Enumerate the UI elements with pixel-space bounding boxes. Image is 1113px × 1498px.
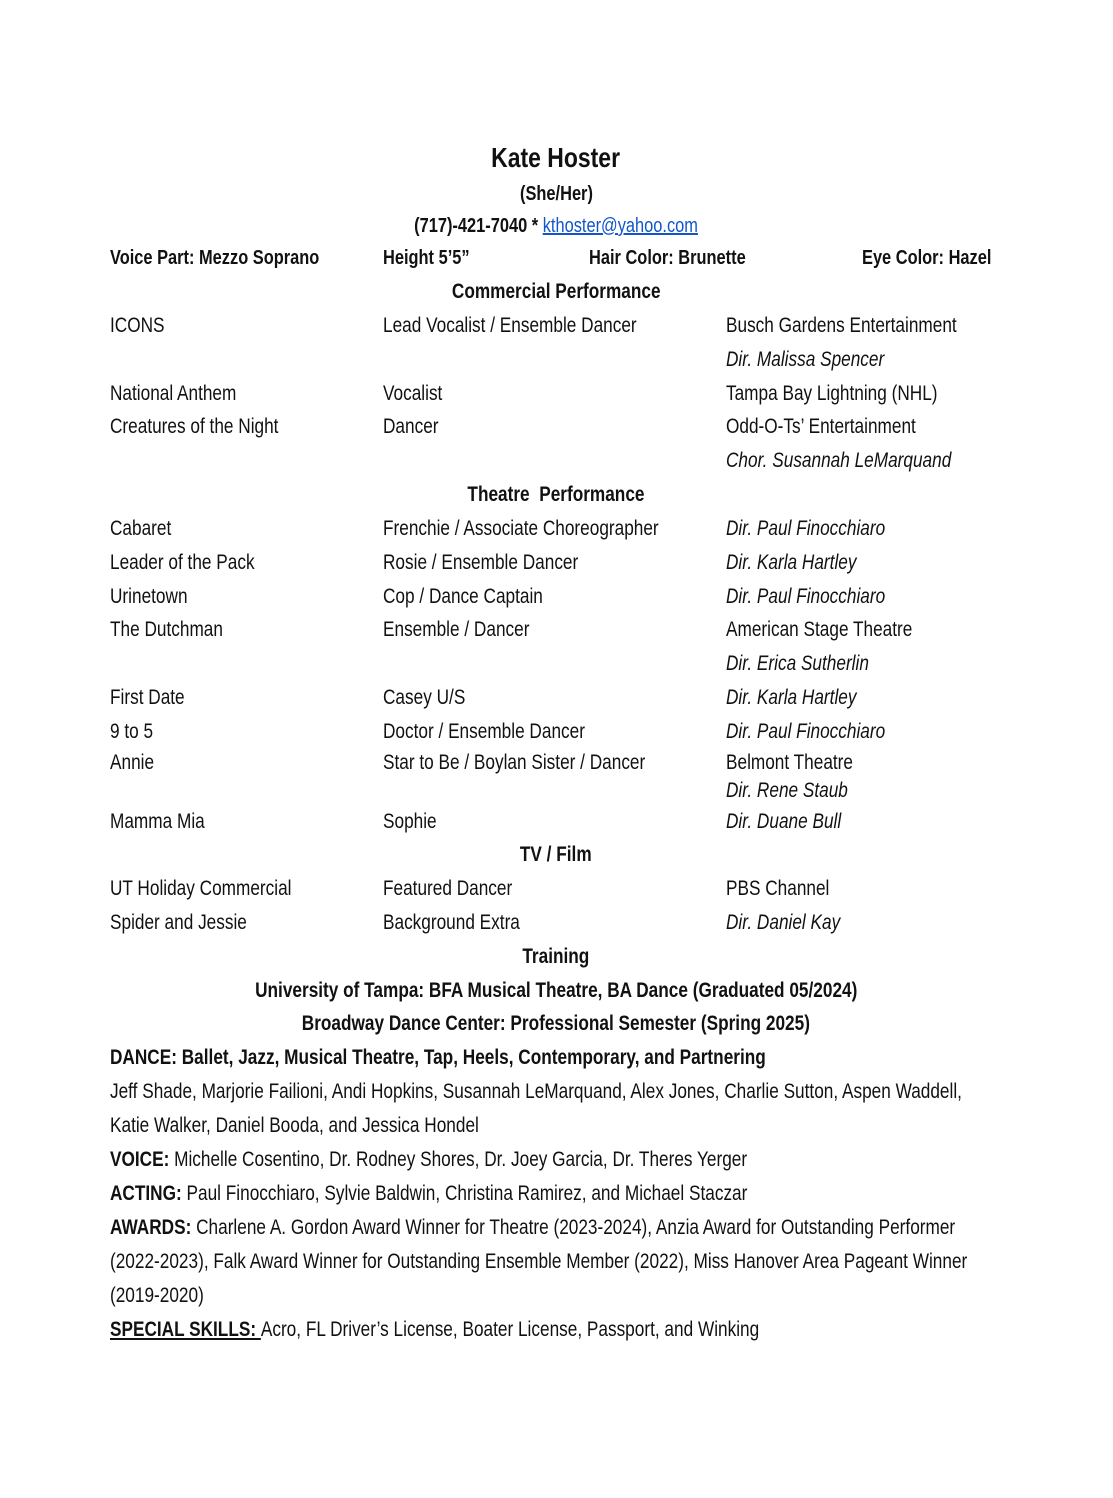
credit-title: Spider and Jessie: [110, 911, 247, 935]
credit-role: Vocalist: [383, 381, 443, 405]
acting-teachers: ACTING: Paul Finocchiaro, Sylvie Baldwin, Christina Ramirez, and Michael Staczar: [110, 1181, 748, 1205]
credit-row: [110, 613, 1002, 647]
credit-company: American Stage Theatre: [726, 618, 913, 642]
credit-role: Sophie: [383, 809, 437, 833]
credit-title: First Date: [110, 685, 185, 709]
credit-row: [110, 512, 1002, 546]
resume-name: Kate Hoster: [491, 142, 621, 173]
voice-teachers: VOICE: Michelle Cosentino, Dr. Rodney Shores, Dr. Joey Garcia, Dr. Theres Yerger: [110, 1147, 748, 1171]
commercial-list: [110, 309, 1002, 478]
email-link[interactable]: kthoster@yahoo.com: [542, 215, 698, 237]
credit-director: Dir. Paul Finocchiaro: [726, 516, 886, 540]
credit-row: [110, 715, 1002, 749]
credit-company: Odd-O-Ts’ Entertainment: [726, 415, 916, 439]
eye-color: Eye Color: Hazel: [862, 247, 992, 269]
credit-company: Tampa Bay Lightning (NHL): [726, 381, 938, 405]
credit-director: Dir. Malissa Spencer: [726, 347, 885, 371]
credit-director: Dir. Erica Sutherlin: [726, 652, 869, 676]
credit-director: Dir. Paul Finocchiaro: [726, 584, 886, 608]
credit-row: [110, 681, 1002, 715]
credit-role: Featured Dancer: [383, 877, 513, 901]
contact-line: [110, 210, 1002, 242]
credit-title: Annie: [110, 750, 155, 774]
tvfilm-list: [110, 872, 1002, 940]
credit-row: [110, 546, 1002, 580]
credit-role: Dancer: [383, 415, 439, 439]
credit-company: Belmont Theatre: [726, 750, 853, 774]
credit-title: Cabaret: [110, 516, 172, 540]
credit-director: Dir. Paul Finocchiaro: [726, 719, 886, 743]
credit-row: [110, 777, 1002, 805]
credit-director: Dir. Duane Bull: [726, 809, 842, 833]
physical-attributes: [110, 242, 1002, 275]
credit-row: [110, 749, 1002, 777]
credit-row: [110, 377, 1002, 411]
special-skills: SPECIAL SKILLS: Acro, FL Driver’s License, Boater License, Passport, and Winking: [110, 1317, 760, 1341]
credit-role: Star to Be / Boylan Sister / Dancer: [383, 750, 646, 774]
pronouns: (She/Her): [519, 183, 593, 205]
credit-row: [110, 805, 1002, 839]
credit-title: Mamma Mia: [110, 809, 205, 833]
credit-director: Dir. Karla Hartley: [726, 550, 857, 574]
credit-role: Rosie / Ensemble Dancer: [383, 550, 579, 574]
credit-company: PBS Channel: [726, 877, 830, 901]
commercial-heading: Commercial Performance: [451, 280, 661, 303]
credit-row: [110, 343, 1002, 377]
credit-company: Busch Gardens Entertainment: [726, 314, 957, 337]
school-university-of-tampa: University of Tampa: BFA Musical Theatre, BA Dance (Graduated 05/2024): [254, 978, 858, 1002]
credit-title: Urinetown: [110, 584, 188, 608]
credit-role: Casey U/S: [383, 685, 466, 709]
credit-director: Dir. Karla Hartley: [726, 685, 857, 709]
credit-director: Dir. Daniel Kay: [726, 911, 841, 935]
credit-row: [110, 906, 1002, 940]
credit-role: Background Extra: [383, 911, 520, 935]
phone-number: (717)-421-7040: [414, 215, 528, 237]
contact-separator: *: [531, 215, 539, 237]
credit-director: Dir. Rene Staub: [726, 778, 848, 802]
dance-teachers: Jeff Shade, Marjorie Failioni, Andi Hopkins, Susannah LeMarquand, Alex Jones, Charlie Sutton, Aspen Waddell, Katie Walker, Daniel Booda, and Jessica Hondel: [110, 1079, 962, 1137]
credit-row: [110, 444, 1002, 478]
theatre-list: [110, 512, 1002, 838]
dance-styles: DANCE: Ballet, Jazz, Musical Theatre, Tap, Heels, Contemporary, and Partnering: [110, 1045, 766, 1069]
credit-role: Cop / Dance Captain: [383, 584, 543, 608]
credit-row: [110, 872, 1002, 906]
credit-title: National Anthem: [110, 381, 237, 405]
training-details: [110, 1041, 1002, 1347]
credit-director: Chor. Susannah LeMarquand: [726, 449, 952, 473]
credit-row: [110, 309, 1002, 343]
credit-row: [110, 647, 1002, 681]
tvfilm-heading: TV / Film: [520, 843, 592, 867]
school-broadway-dance-center: Broadway Dance Center: Professional Semester (Spring 2025): [301, 1012, 811, 1036]
credit-role: Doctor / Ensemble Dancer: [383, 719, 585, 743]
training-heading: Training: [522, 944, 590, 968]
credit-row: [110, 580, 1002, 614]
credit-role: Frenchie / Associate Choreographer: [383, 516, 659, 540]
credit-role: Ensemble / Dancer: [383, 618, 530, 642]
resume-page: [110, 138, 1002, 1347]
credit-title: ICONS: [110, 314, 165, 337]
credit-row: [110, 410, 1002, 444]
theatre-heading: Theatre Performance: [467, 482, 645, 506]
hair-color: Hair Color: Brunette: [589, 247, 746, 269]
credit-title: The Dutchman: [110, 618, 223, 642]
credit-role: Lead Vocalist / Ensemble Dancer: [383, 314, 637, 337]
height: Height 5’5”: [383, 247, 470, 269]
awards: AWARDS: Charlene A. Gordon Award Winner for Theatre (2023-2024), Anzia Award for Outstanding Performer (2022-2023), Falk Award Winner for Outstanding Ensemble Member (2022), Miss Hanover Area Pageant Winner (2019-2020): [110, 1215, 968, 1307]
voice-part: Voice Part: Mezzo Soprano: [110, 247, 320, 269]
credit-title: 9 to 5: [110, 719, 154, 743]
credit-title: Creatures of the Night: [110, 415, 279, 439]
credit-title: UT Holiday Commercial: [110, 877, 292, 901]
credit-title: Leader of the Pack: [110, 550, 255, 574]
